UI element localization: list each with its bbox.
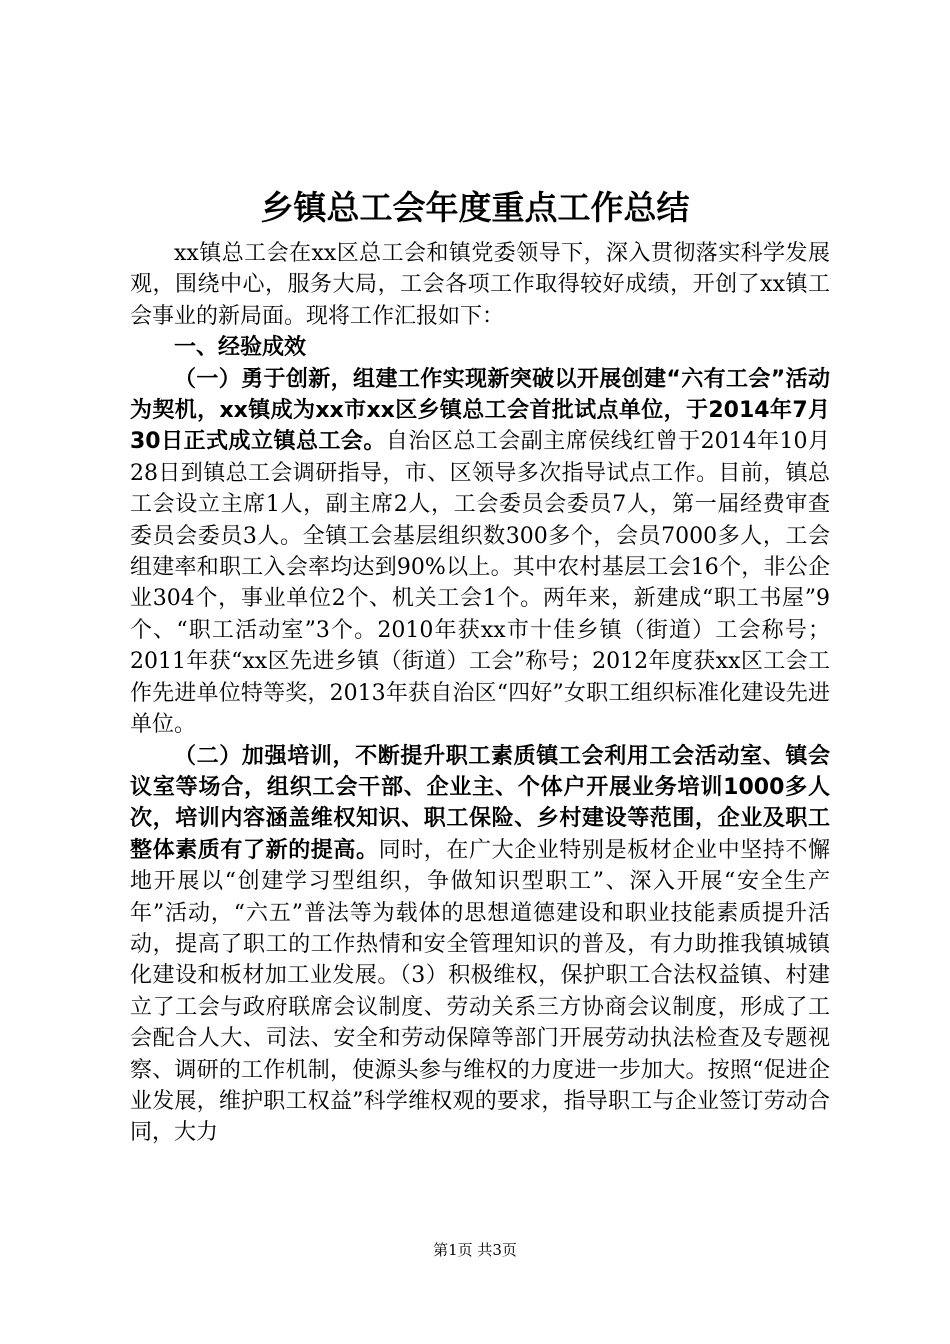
document-title: 乡镇总工会年度重点工作总结: [260, 188, 690, 227]
paragraph-1-body: 自治区总工会副主席侯线红曾于2014年10月28日到镇总工会调研指导，市、区领导多次指导试点工作。目前，镇总工会设立主席1人，副主席2人，工会委员会委员7人，第一届经费审查委员会委员3人。全镇工会基层组织数300多个，会员7000多人，工会组建率和职工入会率均达到90%以上。其中农村基层工会16个，非公企业304个，事业单位2个、机关工会1个。两年来，新建成“职工书屋”9个、“职工活动室”3个。2010年获xx市十佳乡镇（街道）工会称号；2011年获“xx区先进乡镇（街道）工会”称号；2012年度获xx区工会工作先进单位特等奖，2013年获自治区“四好”女职工组织标准化建设先进单位。: [130, 429, 831, 738]
section-heading: 一、经验成效: [174, 335, 307, 361]
intro-paragraph: xx镇总工会在xx区总工会和镇党委领导下，深入贯彻落实科学发展观，围绕中心，服务大局，工会各项工作取得较好成绩，开创了xx镇工会事业的新局面。现将工作汇报如下：: [130, 241, 830, 329]
paragraph-2: [130, 741, 830, 1149]
page-footer: 第1页 共3页: [433, 1241, 517, 1259]
paragraph-1-lead: （一）勇于创新，组建工作实现新突破以开展创建“六有工会”活动为契机，xx镇成为xx市xx区乡镇总工会首批试点单位，于2014年7月30日正式成立镇总工会。: [130, 366, 830, 455]
paragraph-1: [130, 364, 830, 741]
document-body: [130, 238, 830, 1149]
paragraph-2-body: 同时，在广大企业特别是板材企业中坚持不懈地开展以“创建学习型组织，争做知识型职工”、深入开展“安全生产年”活动，“六五”普法等为载体的思想道德建设和职业技能素质提升活动，提高了职工的工作热情和安全管理知识的普及，有力助推我镇城镇化建设和板材加工业发展。（3）积极维权，保护职工合法权益镇、村建立了工会与政府联席会议制度、劳动关系三方协商会议制度，形成了工会配合人大、司法、安全和劳动保障等部门开展劳动执法检查及专题视察、调研的工作机制，使源头参与维权的力度进一步加大。按照“促进企业发展，维护职工权益”科学维权观的要求，指导职工与企业签订劳动合同，大力: [130, 837, 830, 1146]
paragraph-2-lead: （二）加强培训，不断提升职工素质镇工会利用工会活动室、镇会议室等场合，组织工会干部、企业主、个体户开展业务培训1000多人次，培训内容涵盖维权知识、职工保险、乡村建设等范围，企业及职工整体素质有了新的提高。: [130, 743, 830, 863]
